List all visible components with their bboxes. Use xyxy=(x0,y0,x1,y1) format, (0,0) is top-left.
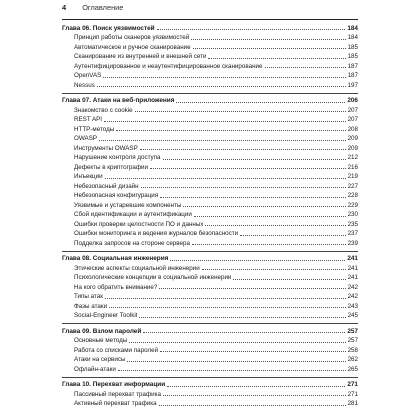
section-entry-page: 230 xyxy=(347,211,358,218)
section-entry[interactable] xyxy=(62,163,358,173)
section-entry[interactable] xyxy=(62,346,358,356)
dot-leader xyxy=(208,52,345,59)
section-entry[interactable] xyxy=(62,355,358,365)
section-entry-page: 208 xyxy=(347,125,358,133)
dot-leader xyxy=(109,302,345,309)
section-entry-title: Аутентифицированное и неаутентифицированное сканирование xyxy=(74,62,263,70)
section-entry[interactable] xyxy=(62,125,358,135)
section-entry-page: 245 xyxy=(347,312,358,319)
dot-leader xyxy=(159,283,345,290)
section-entry-page: 187 xyxy=(347,72,358,79)
section-entry-title: Ошибки проверки целостности ПО и данных xyxy=(74,220,204,228)
section-entry[interactable] xyxy=(62,201,358,211)
chapter-entry[interactable] xyxy=(62,327,358,337)
section-entry[interactable] xyxy=(62,172,358,182)
section-entry-page: 229 xyxy=(347,201,358,209)
dot-leader xyxy=(167,380,345,387)
dot-leader xyxy=(141,182,346,189)
section-entry-title: Нарушение контроля доступа xyxy=(74,154,161,161)
section-entry-page: 184 xyxy=(347,34,358,41)
dot-leader xyxy=(157,24,346,31)
dot-leader xyxy=(163,390,346,397)
dot-leader xyxy=(97,81,346,88)
section-entry[interactable] xyxy=(62,144,358,154)
chapter-entry-title: Глава 07. Атаки на веб-приложения xyxy=(62,97,175,104)
section-entry[interactable] xyxy=(62,302,358,312)
dot-leader xyxy=(140,144,346,151)
chapter-entry-page: 206 xyxy=(347,97,358,104)
section-entry[interactable] xyxy=(62,106,358,116)
dot-leader xyxy=(159,399,346,406)
section-entry-page: 265 xyxy=(347,365,358,373)
section-entry[interactable] xyxy=(62,220,358,230)
chapter-entry-page: 257 xyxy=(347,327,358,335)
section-entry-title: Этические аспекты социальной инженерии xyxy=(74,264,200,272)
section-entry[interactable] xyxy=(62,182,358,192)
section-entry-title: Nessus xyxy=(74,81,95,89)
section-entry[interactable] xyxy=(62,43,358,53)
chapter-entry-title: Глава 06. Поиск уязвимостей xyxy=(62,24,155,32)
section-entry-title: Фазы атаки xyxy=(74,302,108,310)
section-entry-title: Небезопасная конфигурация xyxy=(74,192,159,199)
section-entry-title: Дефекты в криптографии xyxy=(74,163,148,171)
section-entry-title: Пассивный перехват трафика xyxy=(74,390,161,398)
dot-leader xyxy=(105,292,346,299)
section-entry-page: 197 xyxy=(347,81,358,89)
section-entry-page: 242 xyxy=(347,293,358,300)
dot-leader xyxy=(99,134,346,141)
section-entry[interactable] xyxy=(62,336,358,346)
section-entry[interactable] xyxy=(62,292,358,302)
section-entry-page: 207 xyxy=(347,106,358,114)
dot-leader xyxy=(129,336,345,343)
dot-leader xyxy=(233,273,345,280)
section-entry-page: 227 xyxy=(347,182,358,190)
section-entry-title: Ошибки мониторинга и ведения журналов безопасности xyxy=(74,230,239,237)
dot-leader xyxy=(116,125,345,132)
chapter-entry-page: 271 xyxy=(347,381,358,388)
dot-leader xyxy=(105,172,346,179)
section-entry[interactable] xyxy=(62,311,358,321)
section-entry-title: Инъекции xyxy=(74,173,103,180)
dot-leader xyxy=(176,96,345,103)
dot-leader xyxy=(139,311,345,318)
section-entry-title: Типы атак xyxy=(74,293,103,300)
section-entry-page: 185 xyxy=(347,53,358,60)
chapter-divider xyxy=(62,377,358,378)
dot-leader xyxy=(240,229,345,236)
section-entry-page: 241 xyxy=(347,274,358,281)
section-entry-page: 187 xyxy=(347,62,358,70)
section-entry-title: HTTP-методы xyxy=(74,125,115,133)
section-entry[interactable] xyxy=(62,390,358,400)
dot-leader xyxy=(103,71,345,78)
section-entry-page: 216 xyxy=(347,163,358,171)
dot-leader xyxy=(192,239,346,246)
section-entry-title: Принцип работы сканеров уязвимостей xyxy=(74,34,190,41)
section-entry[interactable] xyxy=(62,229,358,239)
section-entry-title: Офлайн-атаки xyxy=(74,365,116,373)
section-entry-page: 209 xyxy=(347,144,358,152)
section-entry-title: Уязвимые и устаревшие компоненты xyxy=(74,201,182,209)
dot-leader xyxy=(205,220,345,227)
section-entry[interactable] xyxy=(62,191,358,201)
section-entry[interactable] xyxy=(62,115,358,125)
section-entry-page: 239 xyxy=(347,239,358,247)
dot-leader xyxy=(163,153,346,160)
section-entry-page: 235 xyxy=(347,220,358,228)
page-number: 4 xyxy=(62,3,67,12)
chapter-entry[interactable] xyxy=(62,24,358,34)
chapter-entry-page: 241 xyxy=(347,255,358,262)
section-entry-title: Активный перехват трафика xyxy=(74,400,157,407)
table-of-contents xyxy=(62,23,358,409)
dot-leader xyxy=(191,33,345,40)
running-title: Оглавление xyxy=(82,3,124,12)
section-entry-page: 257 xyxy=(347,337,358,344)
section-entry[interactable] xyxy=(62,33,358,43)
section-entry[interactable] xyxy=(62,365,358,375)
chapter-divider xyxy=(62,323,358,324)
section-entry-page: 185 xyxy=(347,43,358,51)
section-entry-page: 219 xyxy=(347,173,358,180)
chapter-entry[interactable] xyxy=(62,254,358,264)
section-entry-title: Основные методы xyxy=(74,337,128,344)
section-entry-page: 258 xyxy=(347,346,358,354)
dot-leader xyxy=(193,43,346,50)
section-entry[interactable] xyxy=(62,273,358,283)
dot-leader xyxy=(202,264,346,271)
section-entry-page: 228 xyxy=(347,192,358,199)
section-entry-title: Сканирование из внутренней и внешней сети xyxy=(74,53,207,60)
section-entry-page: 209 xyxy=(347,135,358,142)
section-entry-page: 243 xyxy=(347,302,358,310)
section-entry-title: Небезопасный дизайн xyxy=(74,182,139,190)
section-entry[interactable] xyxy=(62,239,358,249)
chapter-entry-title: Глава 08. Социальная инженерия xyxy=(62,255,169,262)
section-entry[interactable] xyxy=(62,399,358,409)
header-rule xyxy=(62,19,358,20)
section-entry-title: OpenVAS xyxy=(74,72,102,79)
dot-leader xyxy=(160,346,346,353)
section-entry[interactable] xyxy=(62,71,358,81)
section-entry-title: Работа со списками паролей xyxy=(74,346,159,354)
dot-leader xyxy=(135,106,346,113)
section-entry-title: Психологические концепции в социальной инженерии xyxy=(74,274,232,281)
section-entry[interactable] xyxy=(62,210,358,220)
section-entry-page: 262 xyxy=(347,356,358,363)
section-entry-title: Знакомство с cookie xyxy=(74,106,133,114)
section-entry[interactable] xyxy=(62,134,358,144)
dot-leader xyxy=(143,327,345,334)
section-entry-title: Атаки на сервисы xyxy=(74,356,126,363)
chapter-entry-title: Глава 10. Перехват информации xyxy=(62,381,166,388)
section-entry[interactable] xyxy=(62,153,358,163)
dot-leader xyxy=(118,365,346,372)
section-entry-page: 207 xyxy=(347,116,358,123)
section-entry-title: Автоматическое и ручное сканирование xyxy=(74,43,191,51)
dot-leader xyxy=(127,355,345,362)
section-entry-title: Инструменты OWASP xyxy=(74,144,138,152)
chapter-entry[interactable] xyxy=(62,380,358,390)
section-entry-title: REST API xyxy=(74,116,103,123)
section-entry-page: 281 xyxy=(347,400,358,407)
chapter-entry-page: 184 xyxy=(347,24,358,32)
chapter-divider xyxy=(62,251,358,252)
dot-leader xyxy=(160,191,345,198)
dot-leader xyxy=(104,115,346,122)
section-entry-title: Сбой идентификации и аутентификации xyxy=(74,211,192,218)
chapter-divider xyxy=(62,93,358,94)
section-entry-title: OWASP xyxy=(74,135,98,142)
dot-leader xyxy=(194,210,346,217)
section-entry-title: Подделка запросов на стороне сервера xyxy=(74,239,190,247)
section-entry-page: 241 xyxy=(347,264,358,272)
section-entry-title: На кого обратить внимание? xyxy=(74,283,158,291)
page-header xyxy=(62,2,358,14)
section-entry-page: 237 xyxy=(347,230,358,237)
section-entry-page: 212 xyxy=(347,154,358,161)
section-entry-page: 271 xyxy=(347,390,358,398)
dot-leader xyxy=(170,254,345,261)
section-entry[interactable] xyxy=(62,62,358,72)
chapter-entry[interactable] xyxy=(62,96,358,106)
section-entry[interactable] xyxy=(62,81,358,91)
dot-leader xyxy=(265,62,346,69)
section-entry-title: Social-Engineer Toolkit xyxy=(74,312,138,319)
dot-leader xyxy=(183,201,345,208)
section-entry[interactable] xyxy=(62,283,358,293)
section-entry[interactable] xyxy=(62,264,358,274)
dot-leader xyxy=(150,163,346,170)
section-entry-page: 242 xyxy=(347,283,358,291)
chapter-entry-title: Глава 09. Взлом паролей xyxy=(62,327,142,335)
section-entry[interactable] xyxy=(62,52,358,62)
